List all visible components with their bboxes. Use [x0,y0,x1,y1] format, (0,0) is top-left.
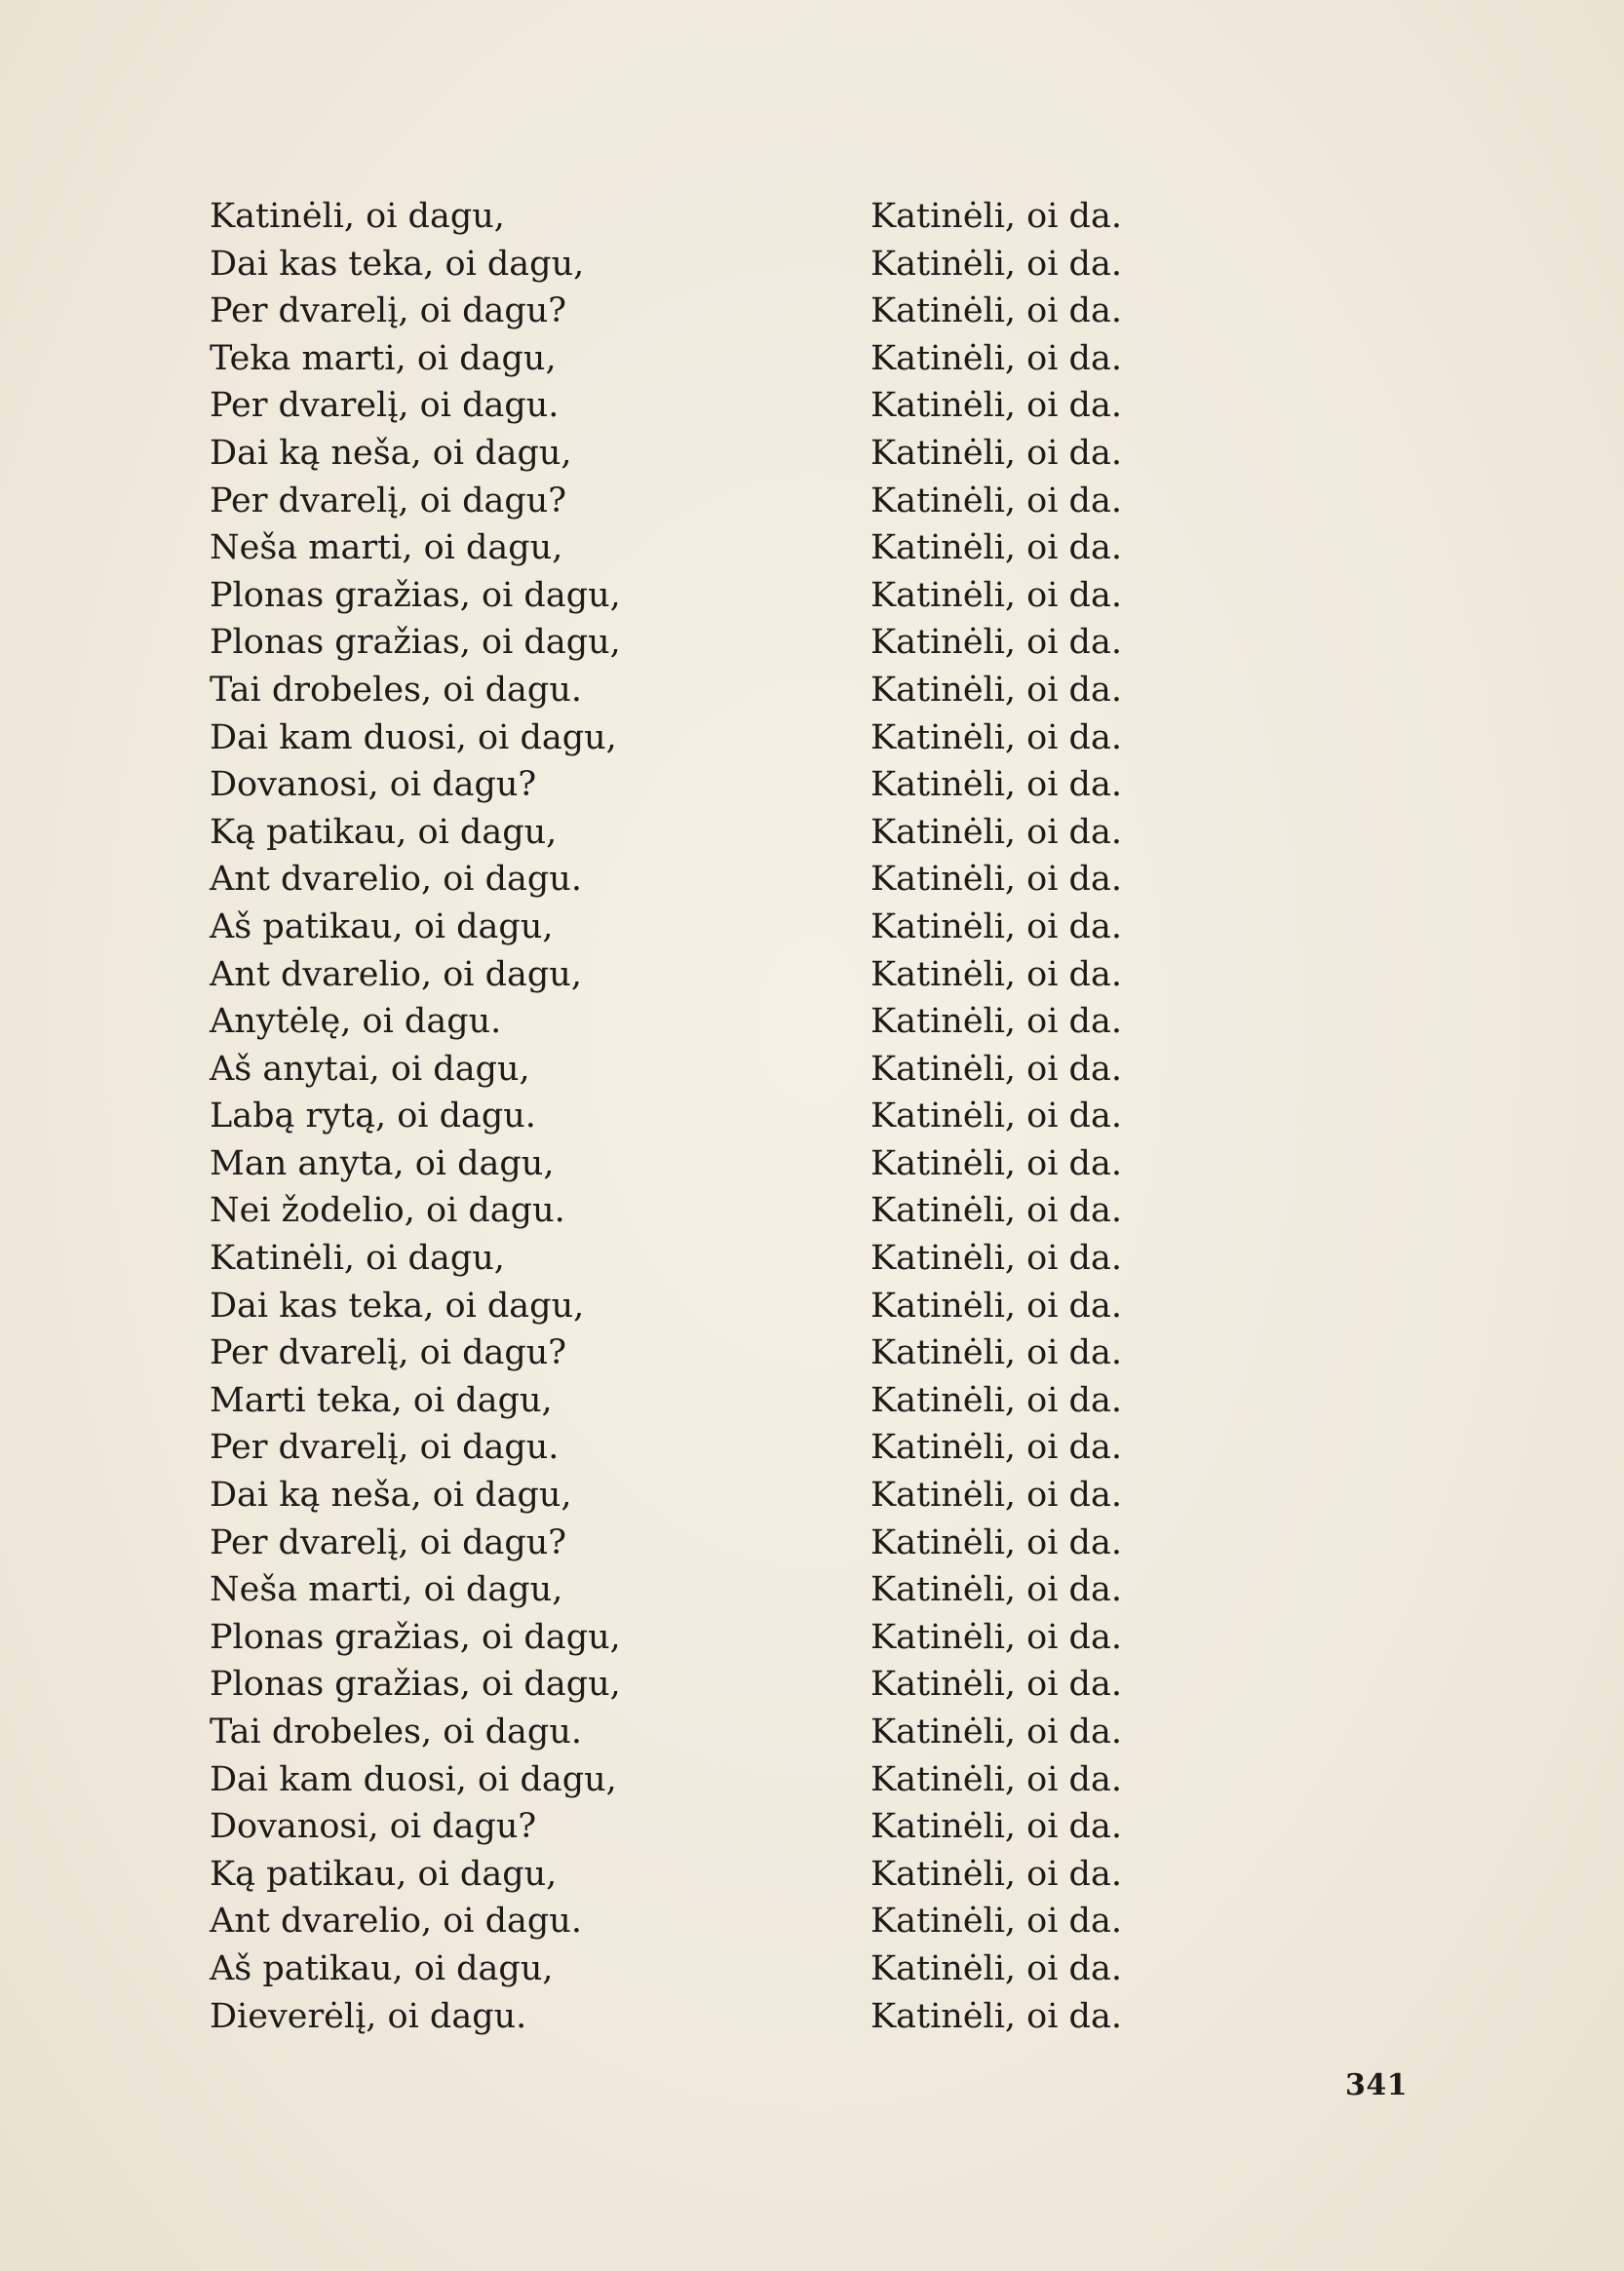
verse-line [210,1851,1477,1899]
verse-text: Katinėli, oi dagu, [210,1239,505,1279]
verse-text: Marti teka, oi dagu, [210,1380,553,1420]
page-number: 341 [1345,2068,1409,2102]
verse-text: Ant dvarelio, oi dagu. [210,1902,582,1942]
refrain-text: Katinėli, oi da. [870,1333,1122,1373]
verse-line [210,809,1477,857]
refrain-text: Katinėli, oi da. [870,1002,1122,1042]
verse-line [210,335,1477,383]
verse-text: Aš anytai, oi dagu, [210,1049,530,1089]
verse-text: Aš patikau, oi dagu, [210,1948,554,1988]
refrain-text: Katinėli, oi da. [870,197,1122,236]
refrain-text: Katinėli, oi da. [870,906,1122,946]
verse-line [210,714,1477,762]
refrain-text: Katinėli, oi da. [870,1476,1122,1516]
refrain-text: Katinėli, oi da. [870,338,1122,378]
verse-text: Per dvarelį, oi dagu. [210,386,560,426]
refrain-text: Katinėli, oi da. [870,528,1122,568]
refrain-text: Katinėli, oi da. [870,1428,1122,1468]
verse-text: Tai drobeles, oi dagu. [210,1713,582,1751]
verse-line [210,1472,1477,1520]
verse-line [210,951,1477,999]
verse-line [210,1614,1477,1662]
verse-line [210,856,1477,904]
refrain-text: Katinėli, oi da. [870,860,1122,900]
verse-line [210,524,1477,572]
verse-line [210,241,1477,289]
verse-text: Per dvarelį, oi dagu? [210,1333,567,1373]
refrain-text: Katinėli, oi da. [870,433,1122,473]
verse-text: Ant dvarelio, oi dagu, [210,954,582,994]
verse-text: Plonas gražias, oi dagu, [210,1617,621,1657]
verse-line [210,1046,1477,1094]
refrain-text: Katinėli, oi da. [870,1713,1122,1751]
verse-line [210,667,1477,714]
verse-text: Ką patikau, oi dagu, [210,1854,558,1894]
refrain-text: Katinėli, oi da. [870,1097,1122,1136]
refrain-text: Katinėli, oi da. [870,812,1122,852]
refrain-text: Katinėli, oi da. [870,481,1122,520]
song-verses [210,193,1477,2040]
verse-text: Aš patikau, oi dagu, [210,906,554,946]
verse-text: Dai ką neša, oi dagu, [210,1476,572,1516]
verse-line [210,478,1477,525]
verse-text: Nei žodelio, oi dagu. [210,1191,565,1231]
verse-text: Neša marti, oi dagu, [210,528,563,568]
verse-line [210,1187,1477,1235]
verse-line [210,1898,1477,1945]
verse-text: Man anyta, oi dagu, [210,1143,555,1183]
refrain-text: Katinėli, oi da. [870,244,1122,284]
verse-line [210,904,1477,951]
verse-line [210,430,1477,478]
verse-line [210,1993,1477,2041]
refrain-text: Katinėli, oi da. [870,1286,1122,1326]
verse-text: Dai kas teka, oi dagu, [210,244,585,284]
verse-line [210,1661,1477,1709]
refrain-text: Katinėli, oi da. [870,1807,1122,1847]
refrain-text: Katinėli, oi da. [870,1948,1122,1988]
verse-line [210,572,1477,620]
verse-text: Dai kam duosi, oi dagu, [210,717,617,757]
refrain-text: Katinėli, oi da. [870,1380,1122,1420]
refrain-text: Katinėli, oi da. [870,575,1122,615]
verse-text: Dovanosi, oi dagu? [210,1807,537,1847]
verse-line [210,1520,1477,1567]
verse-text: Dai kas teka, oi dagu, [210,1286,585,1326]
verse-line [210,1803,1477,1851]
verse-line [210,1566,1477,1614]
verse-text: Plonas gražias, oi dagu, [210,575,621,615]
refrain-text: Katinėli, oi da. [870,291,1122,331]
verse-line [210,1377,1477,1425]
refrain-text: Katinėli, oi da. [870,1759,1122,1799]
verse-line [210,288,1477,335]
refrain-text: Katinėli, oi da. [870,765,1122,805]
refrain-text: Katinėli, oi da. [870,1902,1122,1942]
verse-text: Per dvarelį, oi dagu? [210,481,567,520]
refrain-text: Katinėli, oi da. [870,1617,1122,1657]
verse-line [210,619,1477,667]
verse-line [210,1329,1477,1377]
verse-text: Katinėli, oi dagu, [210,197,505,236]
verse-text: Dai ką neša, oi dagu, [210,433,572,473]
verse-text: Per dvarelį, oi dagu? [210,1522,567,1562]
verse-line [210,1424,1477,1472]
verse-line [210,1093,1477,1140]
verse-line [210,1945,1477,1993]
verse-text: Ant dvarelio, oi dagu. [210,860,582,900]
verse-text: Plonas gražias, oi dagu, [210,623,621,663]
verse-text: Teka marti, oi dagu, [210,338,557,378]
refrain-text: Katinėli, oi da. [870,1239,1122,1279]
verse-text: Neša marti, oi dagu, [210,1570,563,1610]
verse-line [210,1756,1477,1804]
verse-line [210,998,1477,1046]
refrain-text: Katinėli, oi da. [870,1143,1122,1183]
refrain-text: Katinėli, oi da. [870,386,1122,426]
refrain-text: Katinėli, oi da. [870,1665,1122,1705]
verse-text: Dovanosi, oi dagu? [210,765,537,805]
verse-text: Plonas gražias, oi dagu, [210,1665,621,1705]
verse-line [210,1709,1477,1756]
refrain-text: Katinėli, oi da. [870,623,1122,663]
refrain-text: Katinėli, oi da. [870,954,1122,994]
verse-line [210,193,1477,241]
refrain-text: Katinėli, oi da. [870,1049,1122,1089]
refrain-text: Katinėli, oi da. [870,1996,1122,2036]
verse-line [210,382,1477,430]
verse-text: Dai kam duosi, oi dagu, [210,1759,617,1799]
verse-text: Per dvarelį, oi dagu? [210,291,567,331]
verse-line [210,761,1477,809]
refrain-text: Katinėli, oi da. [870,1522,1122,1562]
verse-text: Labą rytą, oi dagu. [210,1097,536,1136]
refrain-text: Katinėli, oi da. [870,1854,1122,1894]
verse-text: Anytėlę, oi dagu. [210,1002,502,1042]
verse-line [210,1140,1477,1188]
verse-text: Tai drobeles, oi dagu. [210,670,582,710]
refrain-text: Katinėli, oi da. [870,717,1122,757]
refrain-text: Katinėli, oi da. [870,1191,1122,1231]
verse-text: Ką patikau, oi dagu, [210,812,558,852]
refrain-text: Katinėli, oi da. [870,1570,1122,1610]
verse-line [210,1283,1477,1330]
refrain-text: Katinėli, oi da. [870,670,1122,710]
verse-line [210,1235,1477,1283]
verse-text: Dieverėlį, oi dagu. [210,1996,527,2036]
verse-text: Per dvarelį, oi dagu. [210,1428,560,1468]
